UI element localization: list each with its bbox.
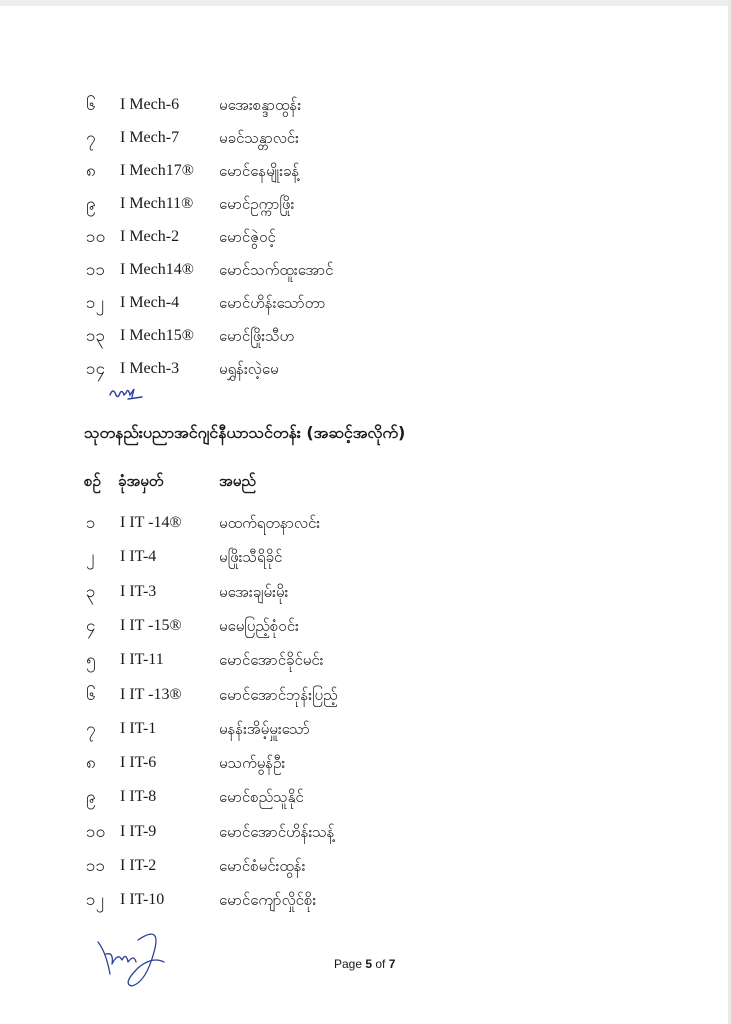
list-row [0,125,731,151]
row-seat-number: I Mech-7 [120,129,180,146]
row-number: ၈ [86,753,96,774]
list-row [0,257,731,283]
row-number: ၃ [86,581,96,602]
row-student-name: မောင်စံမင်းထွန်း [219,857,306,875]
row-seat-number: I IT -15® [120,616,182,634]
row-seat-number: I Mech17® [120,162,194,179]
row-number: ၂ [86,547,95,568]
row-seat-number: I IT-2 [120,857,157,874]
list-row [0,510,731,536]
row-number: ၄ [86,615,96,636]
list-row [0,191,731,217]
row-seat-number: I Mech-3 [120,360,180,377]
row-seat-number: I Mech-4 [120,294,180,311]
list-row [0,853,731,879]
section-title: သုတနည်းပညာအင်ဂျင်နီယာသင်တန်း (အဆင့်အလိုက်) [84,423,406,442]
row-number: ၈ [86,161,96,181]
list-row [0,647,731,673]
row-seat-number: I Mech15® [120,327,194,344]
row-student-name: မသက်မွန်ဦး [219,754,286,773]
row-number: ၁၀ [86,227,106,247]
row-number: ၁၂ [86,890,104,911]
header-num: စဥ် [84,472,101,490]
footer-total-pages: 7 [388,957,396,971]
row-number: ၁၁ [86,856,106,876]
list-row [0,682,731,708]
header-seat-number: ခုံအမှတ် [118,472,164,490]
row-student-name: မောင်ဇွဲဝင့် [219,228,276,246]
list-row [0,784,731,810]
row-student-name: မောင်အောင်ခိုင်မင်း [219,651,324,670]
row-seat-number: I IT -14® [120,514,182,531]
list-row [0,323,731,349]
list-row [0,613,731,639]
row-seat-number: I IT-8 [120,788,157,806]
row-seat-number: I IT-10 [120,891,165,909]
row-number: ၆ [86,684,96,705]
row-student-name: မောင်ဟိန်းသော်တာ [219,294,326,312]
scan-top-edge [0,0,731,6]
row-number: ၉ [86,194,96,214]
row-student-name: မထက်ရတနာလင်း [219,514,321,532]
list-row [0,224,731,250]
header-name: အမည် [219,472,256,490]
row-student-name: မောင်ဖြိုးသီဟ [219,327,295,345]
row-student-name: မောင်ဥက္ကာဖြိုး [219,195,295,213]
handwritten-initials [108,383,148,403]
row-student-name: မအေးစန္ဒာထွန်း [219,96,302,114]
list-row [0,750,731,776]
row-student-name: မရွှန်းလဲ့မေ [219,360,279,378]
row-number: ၇ [86,128,96,148]
list-row [0,544,731,570]
page-footer [334,955,395,973]
row-seat-number: I Mech14® [120,261,194,278]
row-number: ၇ [86,718,96,739]
row-seat-number: I IT-4 [120,548,157,566]
list-row [0,92,731,118]
footer-prefix: Page [334,957,366,971]
list-row [0,356,731,382]
row-number: ၁၁ [86,260,106,280]
row-number: ၅ [86,650,96,671]
row-seat-number: I IT-1 [120,719,157,737]
footer-separator: of [372,957,389,971]
list-row [0,290,731,316]
list-row [0,579,731,605]
row-student-name: မောင်အောင်ဟိန်းသန့် [219,822,335,841]
row-number: ၁ [86,513,96,533]
row-student-name: မောင်ကျော်လှိုင်စိုး [219,891,317,910]
row-seat-number: I IT -13® [120,685,182,703]
row-student-name: မောင်စည်သူနိုင် [219,788,304,807]
row-student-name: မောင်သက်ထူးအောင် [219,261,334,279]
row-seat-number: I Mech-6 [120,96,180,113]
row-number: ၁၀ [86,821,106,842]
row-seat-number: I IT-3 [120,582,157,600]
row-number: ၉ [86,787,96,808]
row-seat-number: I IT-6 [120,754,157,772]
footer-current-page: 5 [365,957,373,971]
row-seat-number: I IT-11 [120,651,164,669]
list-row [0,887,731,913]
row-student-name: မောင်အောင်ဘုန်းပြည့် [219,685,338,704]
handwritten-signature [92,912,172,992]
row-seat-number: I Mech-2 [120,228,180,245]
list-row [0,716,731,742]
list-row [0,819,731,845]
row-student-name: မောင်နေမျိုးခန့် [219,162,300,180]
row-number: ၆ [86,95,96,115]
row-number: ၁၃ [86,326,106,346]
row-number: ၁၄ [86,359,106,379]
row-student-name: မအေးချမ်းမိုး [219,582,289,601]
row-student-name: မဖြိုးသီရိခိုင် [219,548,283,567]
row-student-name: မမေပြည့်စုံဝင်း [219,616,299,635]
row-seat-number: I IT-9 [120,822,157,840]
row-student-name: မနန်းအိမ့်မှူးသော် [219,719,310,738]
list-row [0,158,731,184]
row-number: ၁၂ [86,293,104,313]
row-student-name: မခင်သန္တာလင်း [219,129,299,147]
row-seat-number: I Mech11® [120,195,194,212]
